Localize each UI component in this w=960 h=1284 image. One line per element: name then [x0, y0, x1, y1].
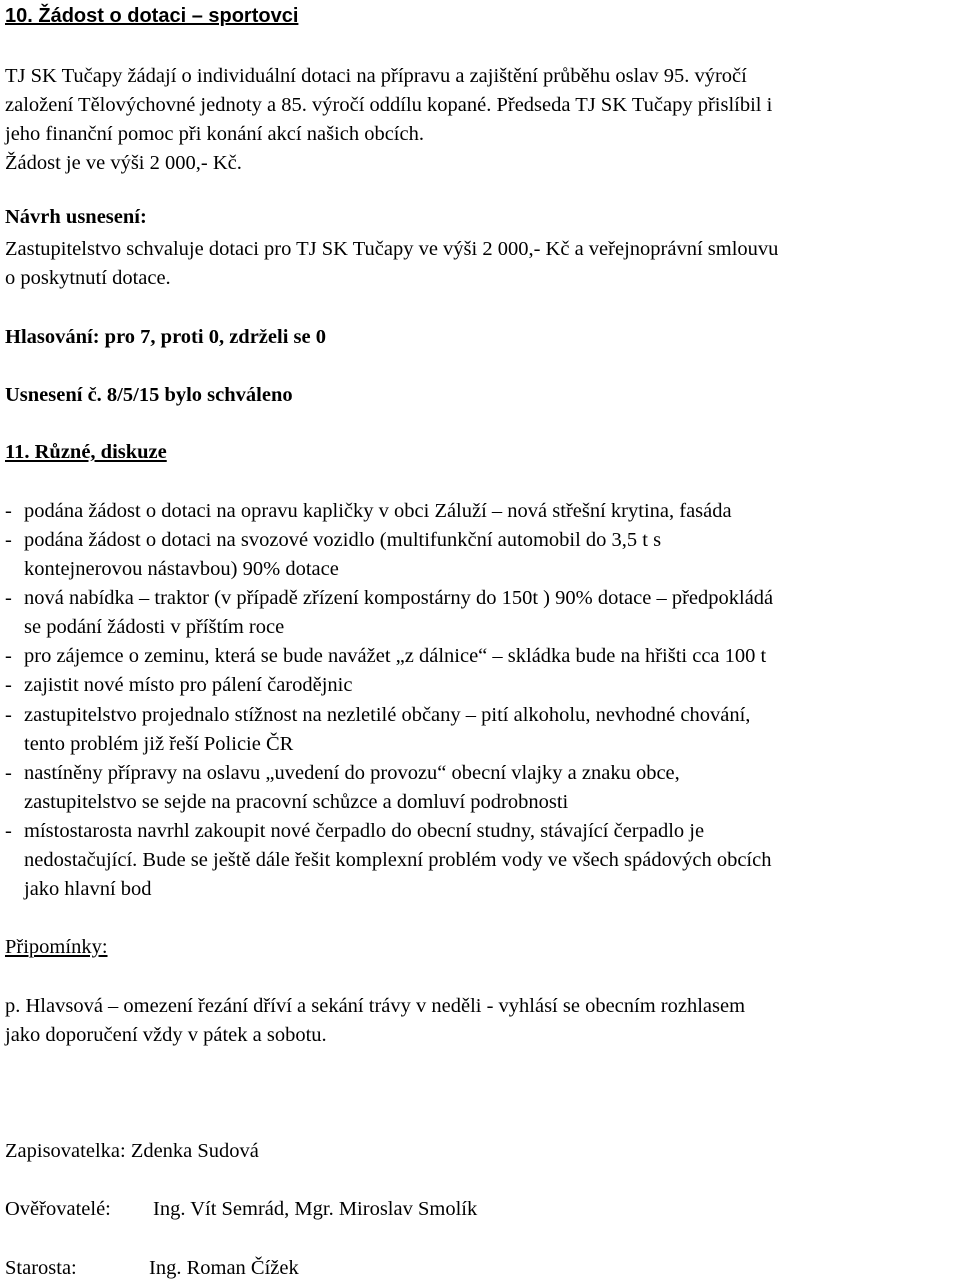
bullet-dash: - [5, 704, 12, 726]
list-item-text: podána žádost o dotaci na svozové vozidlo (multifunkční automobil do 3,5 t s [24, 529, 662, 551]
list-item-text: zastupitelstvo projednalo stížnost na nezletilé občany – pití alkoholu, nevhodné chování, [24, 704, 751, 726]
list-item-continuation: jako hlavní bod [24, 878, 152, 900]
verifiers-label: Ověřovatelé: [5, 1198, 111, 1220]
bullet-dash: - [5, 762, 12, 784]
proposal-label: Návrh usnesení: [5, 206, 147, 228]
remarks-line: jako doporučení vždy v pátek a sobotu. [5, 1024, 327, 1046]
voting-result: Hlasování: pro 7, proti 0, zdrželi se 0 [5, 326, 326, 348]
proposal-line: Zastupitelstvo schvaluje dotaci pro TJ SK Tučapy ve výši 2 000,- Kč a veřejnoprávní smlouvu [5, 238, 779, 260]
list-item-continuation: se podání žádosti v příštím roce [24, 616, 285, 638]
list-item-text: podána žádost o dotaci na opravu kapličky v obci Záluží – nová střešní krytina, fasáda [24, 500, 732, 522]
mayor-name: Ing. Roman Čížek [149, 1257, 299, 1279]
list-item [5, 759, 680, 788]
bullet-dash: - [5, 587, 12, 609]
recorder-name: Zdenka Sudová [130, 1140, 259, 1162]
section-11-heading: 11. Různé, diskuze [5, 441, 167, 463]
resolution-result: Usnesení č. 8/5/15 bylo schváleno [5, 384, 293, 406]
mayor-row [5, 1254, 299, 1283]
list-item [5, 642, 766, 671]
bullet-dash: - [5, 500, 12, 522]
remarks-label: Připomínky: [5, 936, 108, 958]
section-10-paragraph-line: Žádost je ve výši 2 000,- Kč. [5, 152, 242, 174]
list-item [5, 584, 773, 613]
bullet-dash: - [5, 645, 12, 667]
list-item-continuation: nedostačující. Bude se ještě dále řešit komplexní problém vody ve všech spádových obcích [24, 849, 772, 871]
section-10-heading: 10. Žádost o dotaci – sportovci [5, 5, 299, 27]
section-10-paragraph-line: založení Tělovýchovné jednoty a 85. výročí oddílu kopané. Předseda TJ SK Tučapy přislíbil i [5, 94, 773, 116]
list-item [5, 526, 661, 555]
list-item-text: místostarosta navrhl zakoupit nové čerpadlo do obecní studny, stávající čerpadlo je [24, 820, 705, 842]
list-item-continuation: tento problém již řeší Policie ČR [24, 733, 294, 755]
recorder-row [5, 1137, 259, 1166]
verifiers-row [5, 1195, 477, 1224]
mayor-label: Starosta: [5, 1257, 77, 1279]
remarks-line: p. Hlavsová – omezení řezání dříví a sekání trávy v neděli - vyhlásí se obecním rozhlasem [5, 995, 746, 1017]
list-item-text: pro zájemce o zeminu, která se bude navážet „z dálnice“ – skládka bude na hřišti cca 100 t [24, 645, 767, 667]
list-item-text: nastíněny přípravy na oslavu „uvedení do provozu“ obecní vlajky a znaku obce, [24, 762, 680, 784]
list-item-text: zajistit nové místo pro pálení čarodějnic [24, 674, 353, 696]
bullet-dash: - [5, 674, 12, 696]
list-item [5, 701, 750, 730]
recorder-label: Zapisovatelka: [5, 1140, 126, 1162]
list-item-text: nová nabídka – traktor (v případě zřízení kompostárny do 150t ) 90% dotace – předpokládá [24, 587, 774, 609]
bullet-dash: - [5, 820, 12, 842]
list-item [5, 817, 704, 846]
list-item [5, 497, 732, 526]
bullet-dash: - [5, 529, 12, 551]
section-10-paragraph-line: jeho finanční pomoc při konání akcí našich obcích. [5, 123, 424, 145]
verifiers-names: Ing. Vít Semrád, Mgr. Miroslav Smolík [153, 1198, 478, 1220]
list-item [5, 671, 352, 700]
list-item-continuation: zastupitelstvo se sejde na pracovní schůzce a domluví podrobnosti [24, 791, 569, 813]
section-10-paragraph-line: TJ SK Tučapy žádají o individuální dotaci na přípravu a zajištění průběhu oslav 95. výročí [5, 65, 747, 87]
proposal-line: o poskytnutí dotace. [5, 267, 171, 289]
list-item-continuation: kontejnerovou nástavbou) 90% dotace [24, 558, 339, 580]
